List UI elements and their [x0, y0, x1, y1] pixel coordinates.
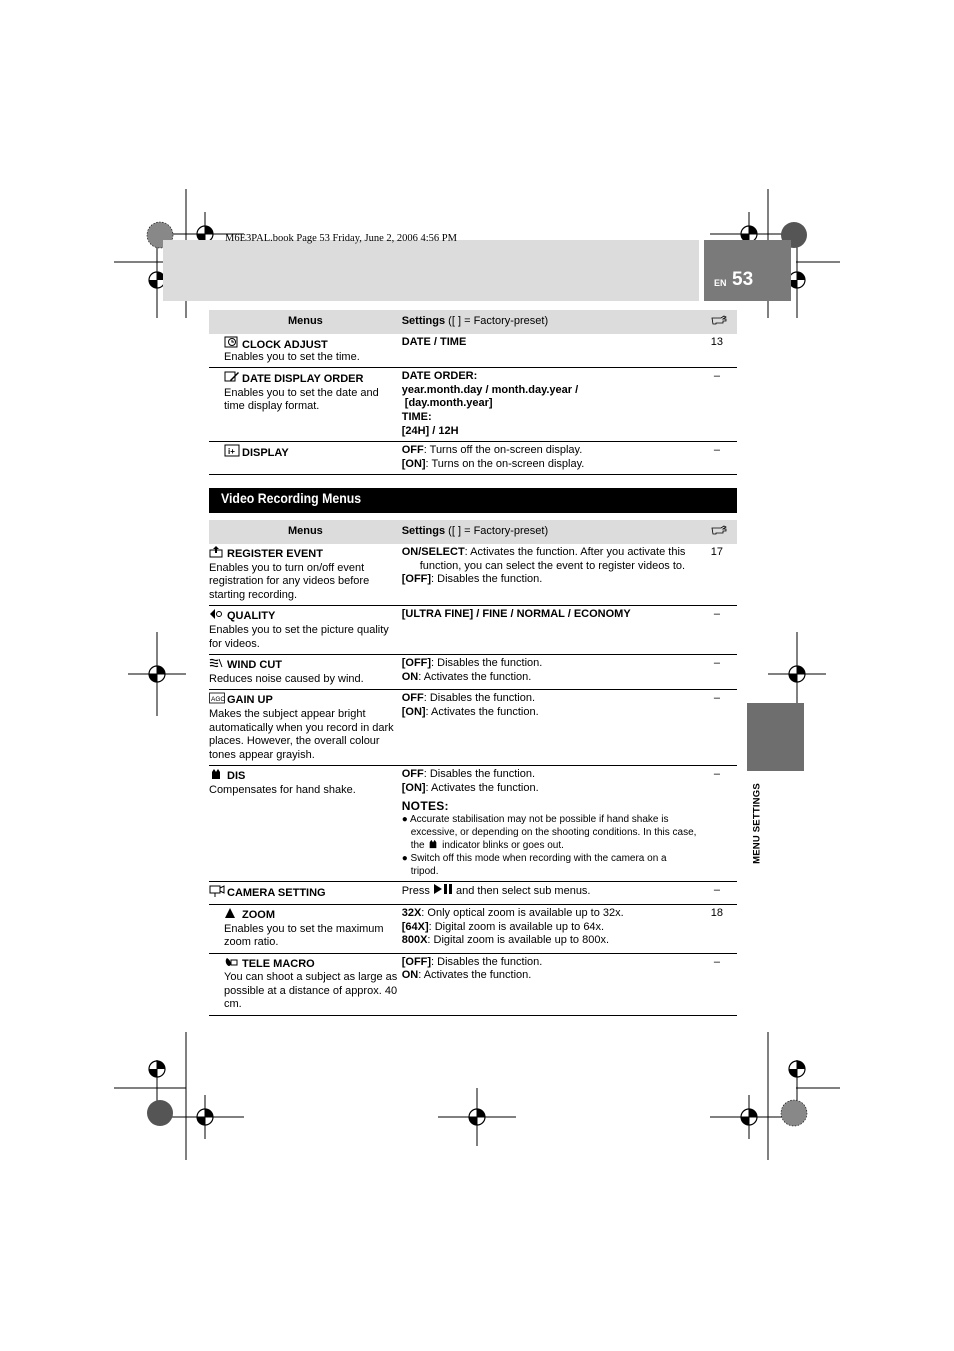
menu-name: REGISTER EVENT [227, 548, 323, 560]
svg-text:i+: i+ [228, 447, 235, 457]
page-ref: – [701, 882, 737, 905]
play-pause-icon [433, 885, 453, 897]
page-ref: 18 [701, 904, 737, 953]
setting-value: DATE / TIME [401, 336, 467, 348]
menu-name: ZOOM [242, 908, 275, 921]
table-header-row [209, 520, 737, 544]
table-row: REGISTER EVENT Enables you to turn on/off event registration for any videos before starting recording. ON/SELECT: Activates the function. After you activate this function, you can select the event to register videos to. [OFF]: Disables the function. 17 [209, 544, 737, 606]
table-row: ZOOM Enables you to set the maximum zoom ratio. 32X: Only optical zoom is available up to 32x. [64X]: Digital zoom is available up to 64x. 800X: Digital zoom is available up to 800x. 18 [209, 904, 737, 953]
table-row [209, 334, 737, 368]
menu-name: DIS [227, 770, 246, 783]
setting-line: [24H] / 12H [401, 424, 459, 437]
table-row: CAMERA SETTING Press and then select sub menus. – [209, 882, 737, 905]
menu-desc: Compensates for hand shake. [209, 783, 356, 796]
note-item: ● Accurate stabilisation may not be possible if hand shake is excessive, or depending on the shooting conditions. In this case, the indicator blinks or goes out. [401, 814, 697, 852]
menu-desc: Makes the subject appear bright automatically when you record in dark places. However, the overall colour tones appear grayish. [209, 707, 394, 761]
menus-header: Menus [209, 520, 402, 544]
setting-line: year.month.day / month.day.year / [401, 383, 579, 396]
note-item: ● Switch off this mode when recording with the camera on a tripod. [401, 853, 667, 878]
page-ref: – [701, 606, 737, 655]
setting-line: DATE ORDER: [401, 370, 478, 383]
page-ref: 17 [701, 544, 737, 606]
menu-desc: Enables you to set the picture quality for videos. [209, 623, 389, 650]
menu-name: QUALITY [227, 610, 276, 623]
display-menus-table [209, 310, 737, 475]
pointing-hand-icon [701, 520, 737, 544]
wind-cut-icon [209, 657, 223, 668]
page-ref: 13 [701, 334, 737, 368]
setting-line: TIME: [401, 410, 432, 423]
menu-desc: You can shoot a subject as large as possible at a distance of approx. 40 cm. [224, 971, 398, 1011]
menu-desc: Enables you to set the time. [224, 350, 360, 363]
clock-adjust-icon [224, 336, 238, 347]
menu-name: WIND CUT [227, 659, 282, 672]
table-row [209, 606, 737, 655]
svg-text:AGC: AGC [211, 696, 225, 704]
menu-desc: Enables you to turn on/off event registration for any videos before starting recording. [209, 561, 370, 601]
table-header-row [209, 310, 737, 334]
setting-value: [ULTRA FINE] / FINE / NORMAL / ECONOMY [401, 608, 631, 621]
pointing-hand-icon [701, 310, 737, 334]
menu-name: DATE DISPLAY ORDER [242, 373, 364, 386]
menu-name: DISPLAY [242, 447, 289, 460]
display-icon [224, 444, 238, 455]
agc-icon [209, 692, 223, 703]
table-row: WIND CUT Reduces noise caused by wind. [OFF]: Disables the function. ON: Activates the function. – [209, 655, 737, 690]
notes-title: NOTES: [401, 798, 449, 813]
table-row: TELE MACRO You can shoot a subject as large as possible at a distance of approx. 40 cm. [OFF]: Disables the function. ON: Activates the function. – [209, 953, 737, 1015]
language-label: EN [714, 278, 727, 288]
quality-icon [209, 608, 223, 619]
menu-desc: Enables you to set the date and time display format. [224, 386, 379, 413]
section-title: Video Recording Menus [221, 490, 362, 506]
page-ref: – [701, 953, 737, 1015]
setting-line: [day.month.year] [401, 397, 493, 410]
page-ref: – [701, 690, 737, 766]
register-event-icon [209, 546, 223, 557]
page-ref: – [701, 368, 737, 442]
table-row [209, 368, 737, 442]
print-slug: M6E3PAL.book Page 53 Friday, June 2, 2006 4:56 PM [225, 233, 457, 244]
menu-desc: Reduces noise caused by wind. [209, 672, 364, 685]
menu-name: CAMERA SETTING [227, 887, 326, 900]
page-number: 53 [732, 269, 754, 290]
date-order-icon [224, 370, 238, 381]
menu-name: TELE MACRO [242, 957, 315, 970]
side-tab [747, 703, 804, 771]
menus-header: Menus [209, 310, 402, 334]
menu-name: GAIN UP [227, 694, 273, 707]
menu-name: CLOCK ADJUST [242, 339, 328, 351]
page-ref: – [701, 766, 737, 882]
settings-header: Settings ([ ] = Factory-preset) [402, 520, 701, 544]
camera-setting-icon [209, 884, 223, 895]
table-row: i+ DISPLAY OFF: Turns off the on-screen display. [ON]: Turns on the on-screen display. – [209, 442, 737, 475]
settings-header: Settings ([ ] = Factory-preset) [402, 310, 701, 334]
video-recording-menus-table [209, 520, 737, 1016]
side-label: MENU SETTINGS [751, 783, 763, 864]
page-ref: – [701, 655, 737, 690]
page-ref: – [701, 442, 737, 475]
table-row: DIS Compensates for hand shake. OFF: Disables the function. [ON]: Activates the function. NOTES: ● Accurate stabilisation may not be possible if hand shake is excessive, or depending on the shooting conditions. In this case, the indicator blinks or goes out. ● Switch off this mode when recording with the camera on a tripod. – [209, 766, 737, 882]
dis-icon [427, 840, 439, 851]
table-row: AGC GAIN UP Makes the subject appear bright automatically when you record in dark places. However, the overall colour tones appear grayish. OFF: Disables the function. [ON]: Activates the function. – [209, 690, 737, 766]
menu-desc: Enables you to set the maximum zoom ratio. [224, 922, 384, 949]
zoom-icon [224, 907, 238, 918]
tele-macro-icon [224, 956, 238, 967]
dis-icon [209, 768, 223, 779]
header-band [163, 240, 699, 301]
